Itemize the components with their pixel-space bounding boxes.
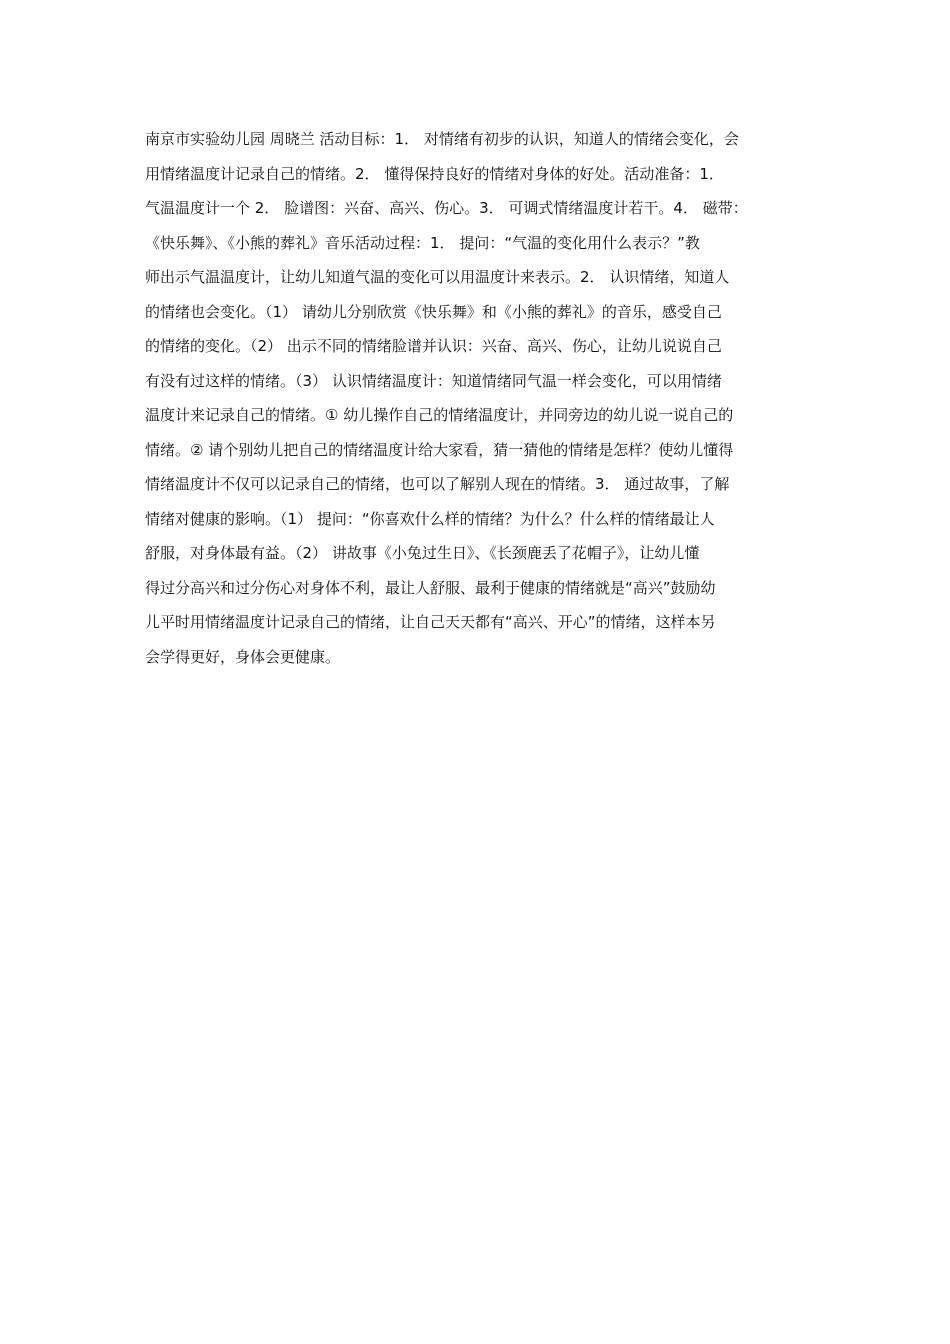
text-line-13: 舒服，对身体最有益。（2） 讲故事《小兔过生日》、《长颈鹿丢了花帽子》，让幼儿懂 bbox=[145, 544, 700, 562]
text-line-3: 气温温度计一个 2． 脸谱图：兴奋、高兴、伤心。3． 可调式情绪温度计若干。4． 磁带： bbox=[145, 199, 748, 217]
text-line-11: 情绪温度计不仅可以记录自己的情绪，也可以了解别人现在的情绪。3． 通过故事，了解 bbox=[145, 475, 730, 493]
text-line-6: 的情绪也会变化。（1） 请幼儿分别欣赏《快乐舞》和《小熊的葬礼》的音乐，感受自己 bbox=[145, 302, 722, 321]
text-line-16: 会学得更好，身体会更健康。 bbox=[145, 647, 341, 666]
text-line-2: 用情绪温度计记录自己的情绪。2． 懂得保持良好的情绪对身体的好处。活动准备：1． bbox=[145, 164, 724, 183]
text-line-7: 的情绪的变化。（2） 出示不同的情绪脸谱并认识：兴奋、高兴、伤心，让幼儿说说自己 bbox=[145, 337, 722, 355]
text-line-12: 情绪对健康的影响。（1） 提问：“你喜欢什么样的情绪？为什么？什么样的情绪最让人 bbox=[145, 509, 715, 528]
text-line-15: 儿平时用情绪温度计记录自己的情绪，让自己天天都有“高兴、开心”的情绪，这样本另 bbox=[145, 613, 716, 631]
text-line-1: 南京市实验幼儿园 周晓兰 活动目标：1． 对情绪有初步的认识，知道人的情绪会变化，会 bbox=[145, 130, 739, 148]
text-line-9: 温度计来记录自己的情绪。① 幼儿操作自己的情绪温度计，并同旁边的幼儿说一说自己的 bbox=[145, 406, 734, 424]
text-line-4: 《快乐舞》、《小熊的葬礼》音乐活动过程：1． 提问：“气温的变化用什么表示？”教 bbox=[145, 233, 700, 252]
lesson-plan-paragraph bbox=[145, 122, 807, 674]
text-line-8: 有没有过这样的情绪。（3） 认识情绪温度计：知道情绪同气温一样会变化，可以用情绪 bbox=[145, 371, 722, 390]
text-line-5: 师出示气温温度计，让幼儿知道气温的变化可以用温度计来表示。2． 认识情绪，知道人 bbox=[145, 268, 730, 286]
text-line-10: 情绪。② 请个别幼儿把自己的情绪温度计给大家看，猜一猜他的情绪是怎样？使幼儿懂得 bbox=[145, 440, 734, 459]
text-line-14: 得过分高兴和过分伤心对身体不利，最让人舒服、最利于健康的情绪就是“高兴”鼓励幼 bbox=[145, 578, 716, 597]
